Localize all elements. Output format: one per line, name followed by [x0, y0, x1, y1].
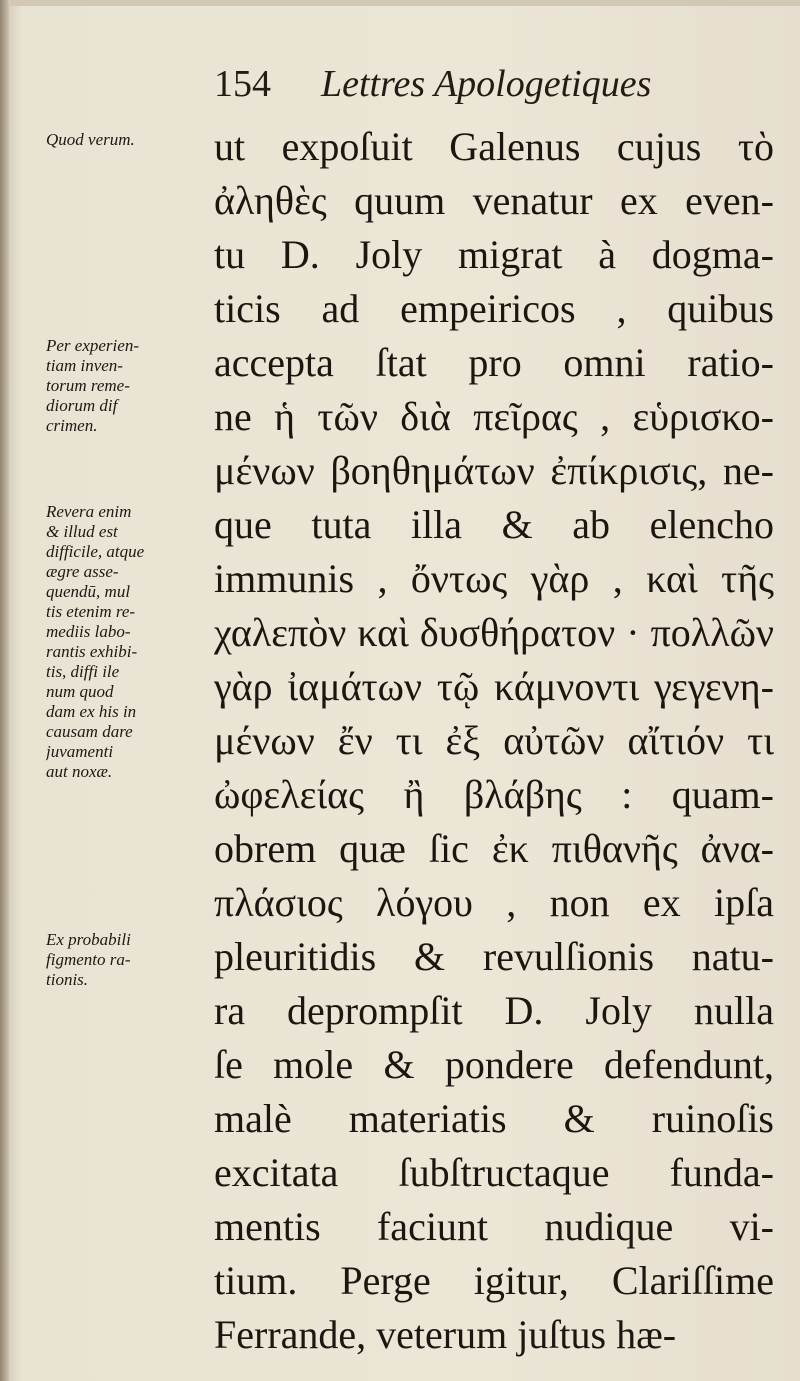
margin-note-line: diorum dif — [46, 396, 118, 415]
text-line: immunis , ὄντως γὰρ , καὶ τῆς — [214, 556, 774, 601]
text-line: que tuta illa & ab elencho — [214, 502, 774, 547]
margin-note — [46, 336, 206, 436]
text-line: ſe mole & pondere defendunt, — [214, 1042, 774, 1087]
text-line: ra deprompſit D. Joly nulla — [214, 988, 774, 1033]
margin-note — [46, 130, 206, 150]
page-number: 154 — [214, 63, 271, 105]
margin-note-line: dam ex his in — [46, 702, 137, 721]
text-line: obrem quæ ſic ἐκ πιθανῆς ἀνα- — [214, 826, 774, 871]
margin-note-line: Ex probabili — [46, 930, 131, 949]
margin-note-line: ægre asse- — [46, 562, 119, 581]
page-top-edge — [0, 0, 800, 6]
text-line: ut expoſuit Galenus cujus τὸ — [214, 124, 774, 169]
margin-note-line: tis etenim re- — [46, 602, 136, 621]
margin-note-line: tiam inven- — [46, 356, 123, 375]
margin-note-line: num quod — [46, 682, 114, 701]
margin-note-line: difficile, atque — [46, 542, 145, 561]
margin-note-line: rantis exhibi- — [46, 642, 138, 661]
margin-note-line: crimen. — [46, 416, 98, 435]
text-line: μένων βοηθημάτων ἐπίκρισις, ne- — [214, 448, 774, 493]
text-line: ὠφελείας ἢ βλάβης : quam- — [214, 772, 774, 817]
text-line: ἀληθὲς quum venatur ex even- — [214, 178, 774, 223]
text-line: ticis ad empeiricos , quibus — [214, 286, 774, 331]
margin-note-line: & illud est — [46, 522, 118, 541]
running-head-title: Lettres Apologetiques — [321, 63, 652, 105]
text-line: tium. Perge igitur, Clariſſime — [214, 1258, 774, 1303]
margin-note-line: quendū, mul — [46, 582, 131, 601]
text-line: γὰρ ἰαμάτων τῷ κάμνοντι γεγενη- — [214, 664, 774, 709]
text-line: ne ἡ τῶν διὰ πεῖρας , εὑρισκο- — [214, 394, 774, 439]
text-line: pleuritidis & revulſionis natu- — [214, 934, 774, 979]
margin-note-line: figmento ra- — [46, 950, 131, 969]
text-line: πλάσιος λόγου , non ex ipſa — [214, 880, 774, 925]
margin-note-line: Quod verum. — [46, 130, 135, 149]
text-line: Ferrande, veterum juſtus hæ- — [214, 1312, 677, 1357]
binding-edge — [0, 0, 10, 1381]
text-line: χαλεπὸν καὶ δυσθήρατον · πολλῶν — [214, 610, 774, 655]
margin-note-line: tis, diffi ile — [46, 662, 120, 681]
margin-note-line: Revera enim — [46, 502, 132, 521]
running-head — [214, 62, 774, 112]
text-line: malè materiatis & ruinoſis — [214, 1096, 774, 1141]
text-line: excitata ſubſtructaque funda- — [214, 1150, 774, 1195]
margin-note-line: torum reme- — [46, 376, 130, 395]
margin-note-line: Per experien- — [46, 336, 139, 355]
text-line: μένων ἔν τι ἐξ αὐτῶν αἴτιόν τι — [214, 718, 774, 763]
margin-note-line: causam dare — [46, 722, 133, 741]
margin-note — [46, 930, 206, 990]
margin-note — [46, 502, 206, 782]
margin-note-line: aut noxæ. — [46, 762, 113, 781]
text-line: tu D. Joly migrat à dogma- — [214, 232, 774, 277]
margin-note-line: juvamenti — [46, 742, 114, 761]
margin-note-line: mediis labo- — [46, 622, 131, 641]
text-line: mentis faciunt nudique vi- — [214, 1204, 774, 1249]
margin-note-line: tionis. — [46, 970, 89, 989]
text-line: accepta ſtat pro omni ratio- — [214, 340, 774, 385]
